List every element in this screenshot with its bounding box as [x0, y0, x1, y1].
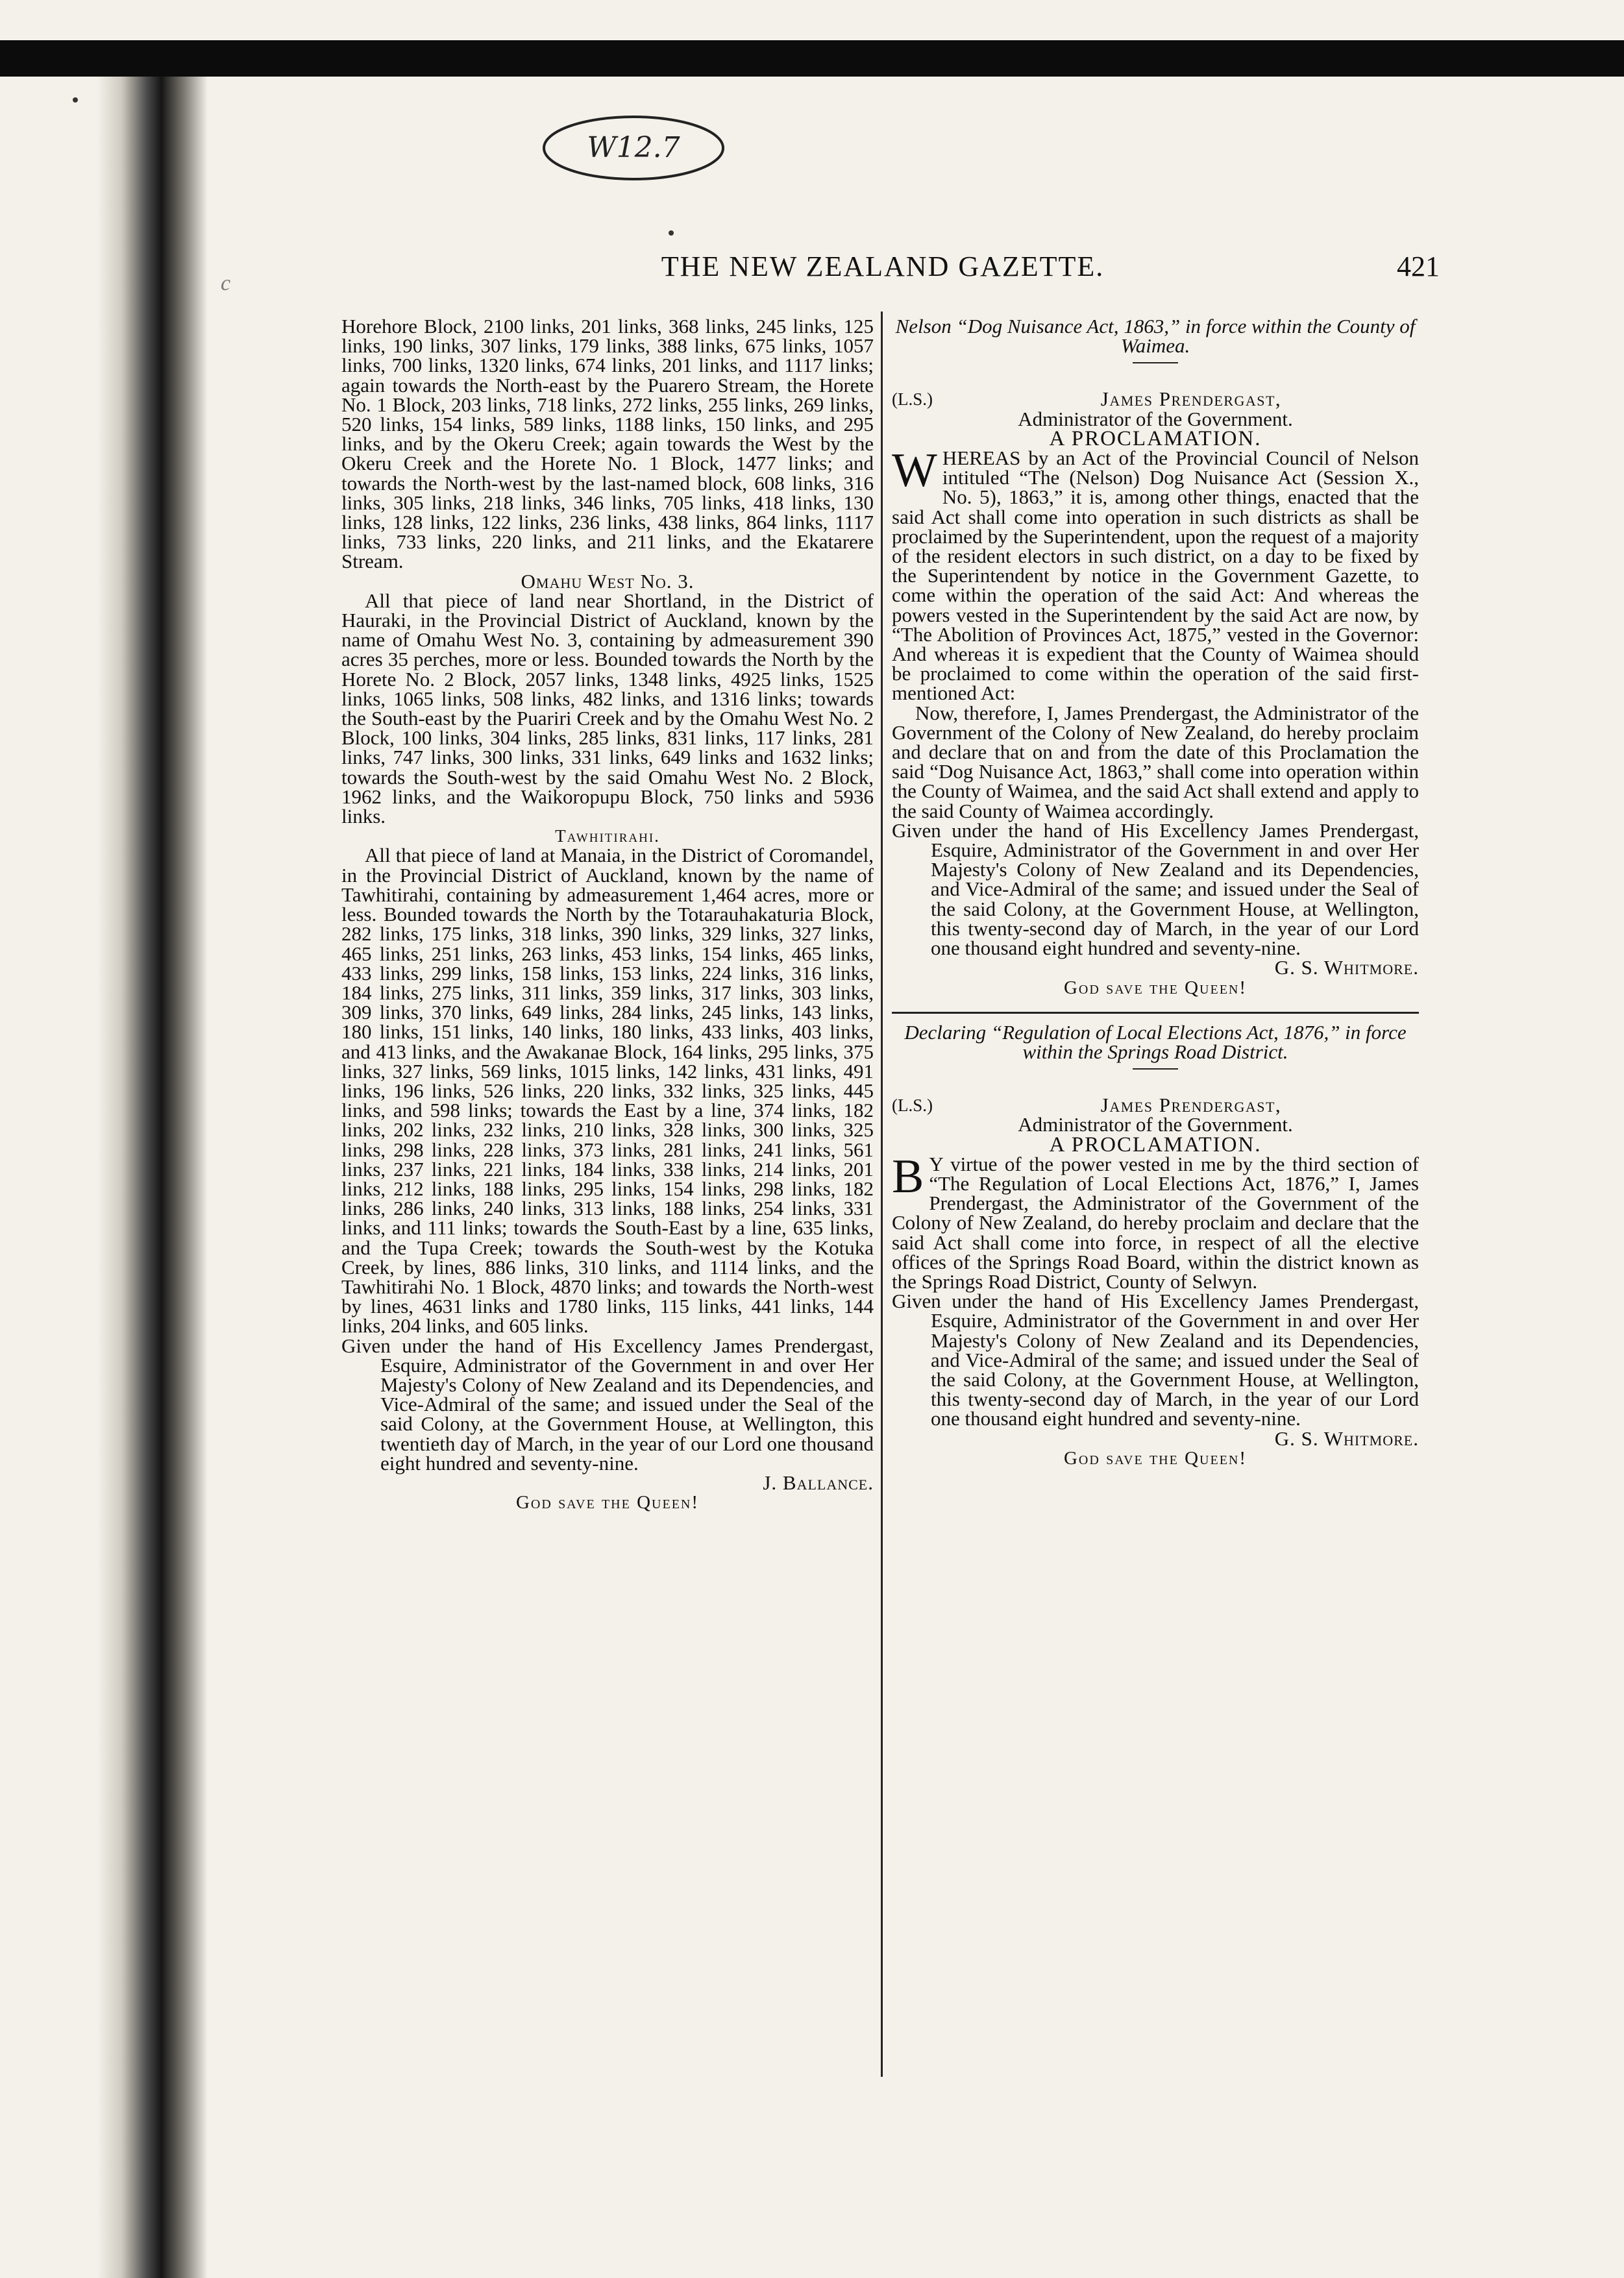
given-clause: Given under the hand of His Excellency James Prendergast, Esquire, Administrator of the Government in and over Her Majesty's Colony of New Zealand and its Dependencies, and Vice-Admiral of the same; and issued under the Seal of the said Colony, at the Government House, at Wellington, this twenty-second day of March, in the year of our Lord one thousand eight hundred and seventy-nine. — [892, 1290, 1419, 1430]
omahu-heading: Omahu West No. 3. — [521, 569, 695, 593]
proclamation-body — [892, 1149, 1419, 1293]
given-clause: Given under the hand of His Excellency James Prendergast, Esquire, Administrator of the Government in and over Her Majesty's Colony of New Zealand and its Dependencies, and Vice-Admiral of the same; and issued under the Seal of the said Colony, at the Government House, at Wellington, this twentieth day of March, in the year of our Lord one thousand eight hundred and seventy-nine. — [341, 1334, 874, 1475]
short-rule — [1133, 362, 1178, 363]
administrator-name: James Prendergast, — [1100, 387, 1282, 411]
signature: G. S. Whitmore. — [1274, 956, 1419, 979]
right-column — [892, 317, 1419, 1468]
seal-mark: (L.S.) — [892, 389, 933, 410]
scan-top-bar — [0, 40, 1624, 77]
proclamation-heading: A PROCLAMATION. — [1049, 426, 1262, 450]
seal-row — [892, 1096, 1419, 1115]
page-number: 421 — [1397, 251, 1440, 282]
horehore-boundary-text: Horehore Block, 2100 links, 201 links, 368 links, 245 links, 125 links, 190 links, 307 links, 179 links, 388 links, 675 links, 1057 links, 700 links, 1320 links, 674 links, 201 links, and 1117 links; again towards the North-east by the Puarero Stream, the Horete No. 1 Block, 203 links, 718 links, 272 links, 255 links, 269 links, 520 links, 154 links, 589 links, 1188 links, 150 links, and 295 links, and by the Okeru Creek; again towards the West by the Okeru Creek and the Horete No. 1 Block, 1477 links; and towards the North-west by the last-named block, 608 links, 316 links, 305 links, 218 links, 346 links, 705 links, 418 links, 130 links, 128 links, 122 links, 236 links, 438 links, 864 links, 1117 links, 733 links, 220 links, and 211 links, and the Ekatarere Stream. — [341, 315, 874, 573]
proclamation-title: Declaring “Regulation of Local Elections Act, 1876,” in force within the Springs Road District. — [904, 1020, 1407, 1063]
god-save-the-queen: God save the Queen! — [1063, 977, 1248, 998]
proclamation-body-text: Y virtue of the power vested in me by the third section of “The Regulation of Local Elections Act, 1876,” I, James Prendergast, the Administrator of the Government of the Colony of New Zealand, do hereby proclaim and declare that the said Act shall come into force, in respect of all the elective offices of the Springs Road Board, within the district known as the Springs Road District, County of Selwyn. — [892, 1152, 1419, 1293]
stamp-oval — [536, 109, 731, 187]
administrator-title: Administrator of the Government. — [1018, 407, 1293, 430]
given-clause: Given under the hand of His Excellency James Prendergast, Esquire, Administrator of the Government in and over Her Majesty's Colony of New Zealand and its Dependencies, and Vice-Admiral of the same; and issued under the Seal of the said Colony, at the Government House, at Wellington, this twenty-second day of March, in the year of our Lord one thousand eight hundred and seventy-nine. — [892, 818, 1419, 960]
tawhitirahi-heading: Tawhitirahi. — [555, 826, 660, 846]
proclamation-dog-nuisance — [892, 317, 1419, 998]
signature: J. Ballance. — [763, 1471, 874, 1494]
seal-row — [892, 389, 1419, 409]
proclamation-title: Nelson “Dog Nuisance Act, 1863,” in force within the County of Waimea. — [895, 315, 1416, 358]
proclamation-body-text: HEREAS by an Act of the Provincial Council of Nelson intituled “The (Nelson) Dog Nuisance Act (Session X., No. 5), 1863,” it is, among other things, enacted that the said Act shall come into operation in such districts as shall be proclaimed by the Superintendent, upon the request of a majority of the resident electors in such district, on a day to be fixed by the Superintendent by notice in the Government Gazette, to come within the operation of the said Act: And whereas the powers vested in the Superintendent by the said Act are now, by “The Abolition of Provinces Act, 1875,” vested in the Governor: And whereas it is expedient that the County of Waimea should be proclaimed to come within the operation of the said first-mentioned Act: — [892, 447, 1419, 705]
administrator-title: Administrator of the Government. — [1018, 1113, 1293, 1136]
stamp-text: W12.7 — [587, 131, 680, 164]
god-save-the-queen: God save the Queen! — [515, 1492, 700, 1513]
margin-dot — [73, 97, 78, 103]
proclamation-local-elections — [892, 1020, 1419, 1469]
short-rule — [1133, 1068, 1178, 1070]
left-column — [341, 317, 874, 1512]
omahu-text: All that piece of land near Shortland, in the District of Hauraki, in the Provincial District of Auckland, known by the name of Omahu West No. 3, containing by admeasurement 390 acres 35 perches, more or less. Bounded towards the North by the Horete No. 2 Block, 2057 links, 1348 links, 4925 links, 1525 links, 1065 links, 508 links, 482 links, and 1316 links; towards the South-east by the Puariri Creek and by the Omahu West No. 2 Block, 100 links, 304 links, 285 links, 831 links, 117 links, 281 links, 747 links, 300 links, 331 links, 649 links and 1632 links; towards the South-west by the said Omahu West No. 2 Block, 1962 links, and the Waikoropupu Block, 750 links and 5936 links. — [341, 589, 874, 828]
god-save-the-queen: God save the Queen! — [1063, 1447, 1248, 1469]
page-title: THE NEW ZEALAND GAZETTE. — [661, 251, 1105, 282]
proclamation-heading: A PROCLAMATION. — [1049, 1133, 1262, 1157]
drop-cap: W — [892, 444, 937, 498]
section-rule — [892, 1012, 1419, 1014]
handwritten-stamp — [536, 109, 731, 187]
margin-dot — [669, 230, 674, 236]
administrator-name: James Prendergast, — [1100, 1094, 1282, 1117]
seal-mark: (L.S.) — [892, 1096, 933, 1116]
column-divider — [881, 312, 883, 2077]
binding-spine — [97, 77, 208, 2278]
proclamation-now-therefore: Now, therefore, I, James Prendergast, the Administrator of the Government of the Colony of New Zealand, do hereby proclaim and declare that on and from the date of this Proclamation the said “Dog Nuisance Act, 1863,” shall come into operation within the County of Waimea, and the said Act shall extend and apply to the said County of Waimea accordingly. — [892, 701, 1419, 822]
proclamation-body — [892, 444, 1419, 705]
margin-mark: c — [221, 271, 231, 295]
drop-cap: B — [892, 1149, 924, 1203]
signature: G. S. Whitmore. — [1274, 1427, 1419, 1450]
tawhitirahi-text: All that piece of land at Manaia, in the District of Coromandel, in the Provincial District of Auckland, known by the name of Tawhitirahi, containing by admeasurement 1,464 acres, more or less. Bounded towards the North by the Totarauhakaturia Block, 282 links, 175 links, 318 links, 390 links, 329 links, 327 links, 465 links, 251 links, 263 links, 453 links, 154 links, 465 links, 433 links, 299 links, 158 links, 153 links, 224 links, 316 links, 184 links, 275 links, 311 links, 359 links, 317 links, 303 links, 309 links, 370 links, 649 links, 284 links, 245 links, 143 links, 180 links, 151 links, 140 links, 180 links, 433 links, 403 links, and 413 links, and the Awakanae Block, 164 links, 295 links, 375 links, 327 links, 569 links, 1015 links, 142 links, 431 links, 491 links, 196 links, 526 links, 220 links, 332 links, 325 links, 445 links, and 598 links; towards the East by a line, 374 links, 182 links, 202 links, 232 links, 210 links, 328 links, 300 links, 325 links, 298 links, 228 links, 373 links, 281 links, 241 links, 561 links, 237 links, 221 links, 184 links, 338 links, 214 links, 201 links, 212 links, 188 links, 295 links, 154 links, 298 links, 182 links, 286 links, 240 links, 313 links, 188 links, 254 links, 331 links, and 111 links; towards the South-East by a line, 635 links, and the Tupa Creek; towards the South-west by the Kotuka Creek, by lines, 886 links, 310 links, and 1114 links, and the Tawhitirahi No. 1 Block, 4870 links; and towards the North-west by lines, 4631 links and 1780 links, 115 links, 441 links, 144 links, 204 links, and 605 links. — [341, 844, 874, 1338]
